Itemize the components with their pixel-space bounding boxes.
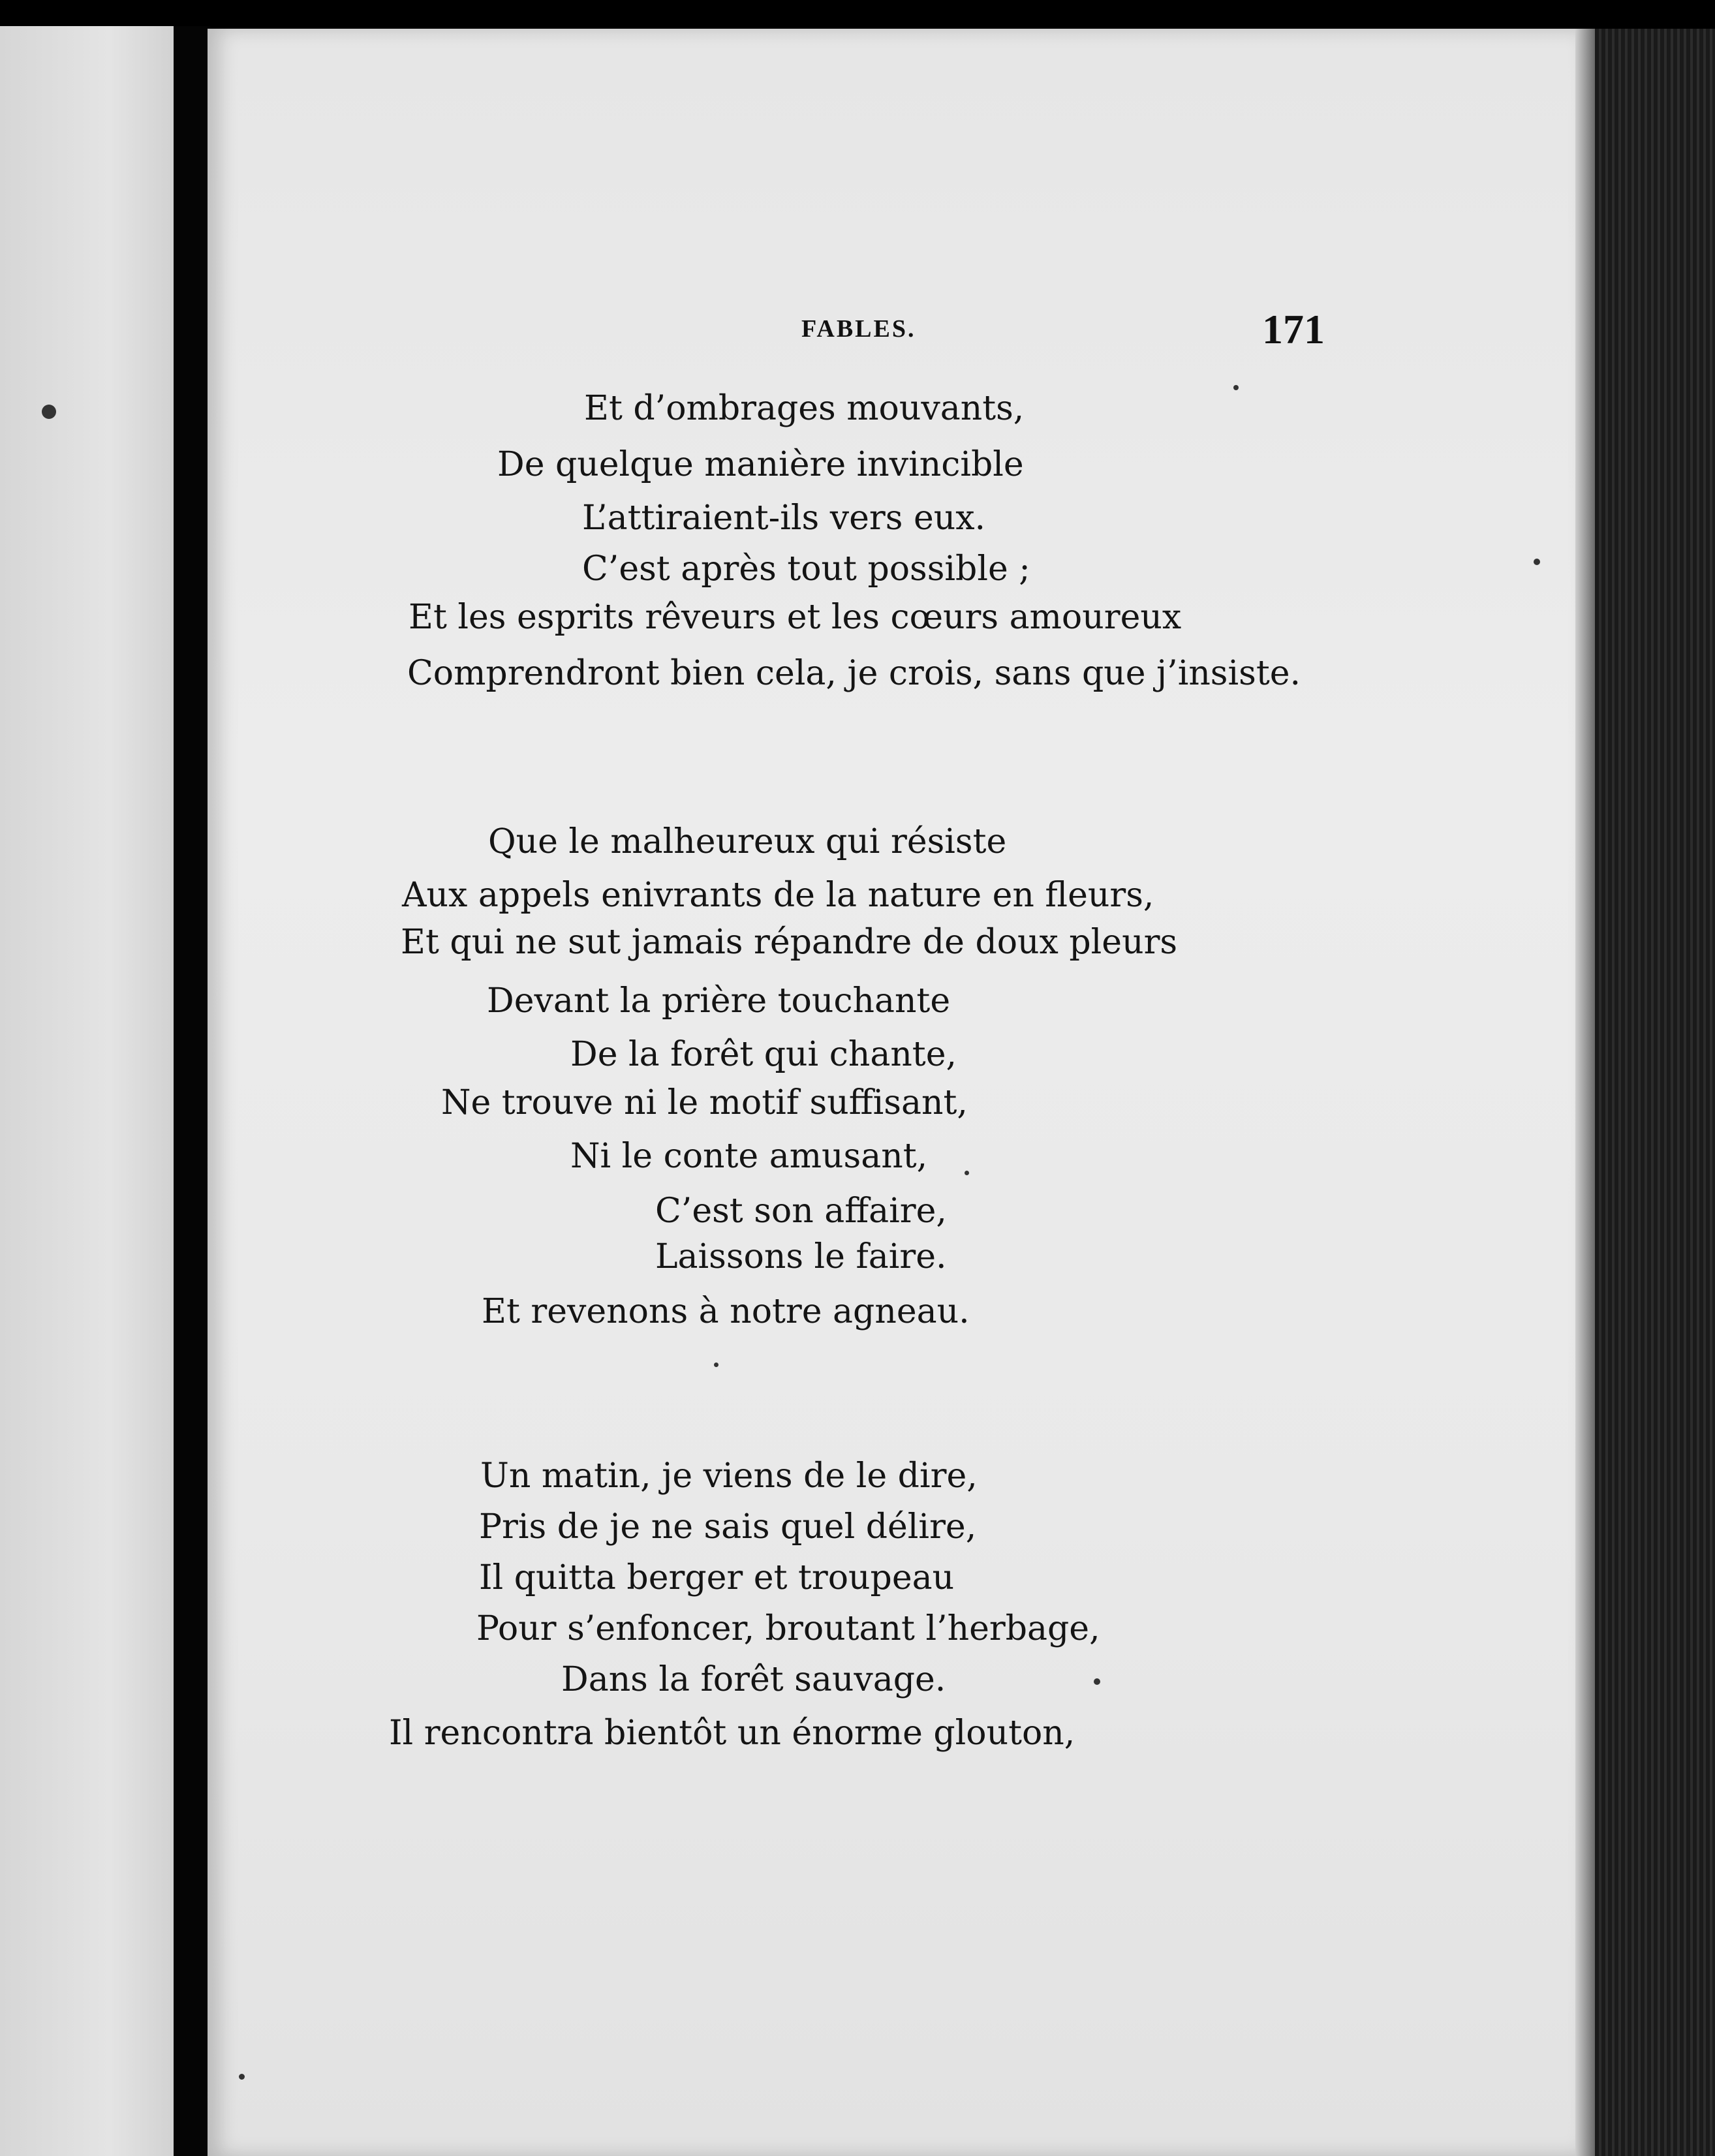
verse-line: Comprendront bien cela, je crois, sans que j’insiste. [407,654,1301,693]
running-title: FABLES. [801,315,916,343]
verse-line: Pris de je ne sais quel délire, [479,1507,977,1547]
verse-line: Dans la forêt sauvage. [561,1660,946,1699]
scan-speck [965,1171,969,1175]
verse-line: Et les esprits rêveurs et les cœurs amoureux [409,598,1182,637]
scan-speck [239,2074,245,2080]
verse-line: Pour s’enfoncer, broutant l’herbage, [476,1609,1100,1648]
scan-speck [714,1363,718,1367]
verse-line: Ne trouve ni le motif suffisant, [441,1083,968,1122]
verse-line: Aux appels enivrants de la nature en fleurs, [402,876,1154,915]
verse-line: C’est après tout possible ; [582,549,1030,589]
page-number: 171 [1262,306,1325,352]
verse-line: Devant la prière touchante [487,981,951,1021]
verse-line: Il quitta berger et troupeau [479,1558,955,1597]
verse-line: Et revenons à notre agneau. [482,1292,970,1331]
verse-line: L’attiraient-ils vers eux. [582,499,986,538]
scan-speck [1534,559,1540,565]
verse-line: Laissons le faire. [655,1237,947,1276]
verse-line: De la forêt qui chante, [570,1035,957,1074]
verse-line: Et d’ombrages mouvants, [584,389,1025,428]
scan-speck [1094,1678,1100,1685]
verse-line: C’est son affaire, [655,1192,947,1231]
verse-line: Il rencontra bientôt un énorme glouton, [389,1714,1075,1753]
scan-speck [1233,385,1239,390]
scan-speck [42,405,56,419]
verse-line: Et qui ne sut jamais répandre de doux pleurs [401,923,1178,962]
verse-line: Un matin, je viens de le dire, [480,1456,978,1496]
verse-line: Que le malheureux qui résiste [488,822,1007,861]
verse-line: Ni le conte amusant, [570,1137,928,1176]
verse-line: De quelque manière invincible [497,445,1024,484]
